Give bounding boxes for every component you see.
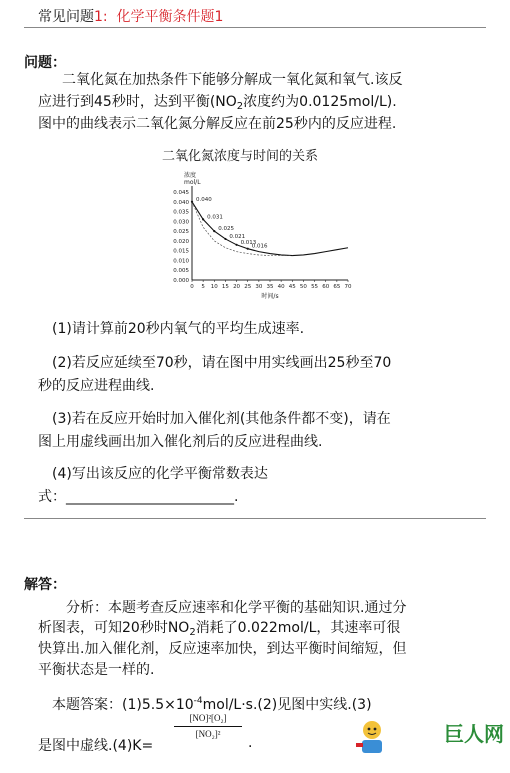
x-tick-label: 5	[201, 284, 205, 290]
y-axis-label: 浓度	[184, 172, 197, 179]
x-tick-label: 50	[299, 284, 307, 290]
x-tick-label: 65	[333, 284, 341, 290]
analysis-line-2-subscript: 2	[189, 627, 196, 638]
subquestion-4-line-1: (4)写出该反应的化学平衡常数表达	[52, 466, 268, 482]
y-tick-label: 0.020	[173, 238, 189, 245]
subquestion-4-prefix: 式：	[38, 489, 66, 505]
question-line-2	[38, 91, 397, 112]
analysis-line-2-rest: 消耗了0.022mol/L，其速率可很	[195, 620, 401, 636]
header-prefix: 常见问题	[38, 9, 94, 25]
data-label: 0.013	[240, 239, 257, 246]
subquestion-1: (1)请计算前20秒内氧气的平均生成速率.	[52, 321, 305, 337]
data-point	[235, 244, 237, 246]
y-tick-label: 0.040	[173, 199, 189, 206]
x-tick-label: 55	[311, 284, 319, 290]
data-point	[247, 248, 249, 250]
data-label: 0.031	[207, 214, 223, 221]
watermark-logo-text: 巨人网	[444, 724, 504, 746]
data-label: 0.021	[229, 233, 246, 240]
x-axis-label: 时间/s	[261, 293, 279, 300]
data-label: 0.040	[196, 196, 212, 203]
x-tick-label: 10	[210, 284, 218, 290]
x-tick-label: 30	[255, 284, 263, 290]
subquestion-2-line-1: (2)若反应延续至70秒，请在图中用实线画出25秒至70	[52, 355, 392, 371]
equilibrium-fraction-denominator: [NO₂]²	[195, 729, 221, 739]
x-tick-label: 25	[244, 284, 252, 290]
x-tick-label: 60	[322, 284, 330, 290]
header-number: 1:	[94, 9, 108, 25]
data-label: 0.016	[251, 243, 268, 250]
data-point	[191, 201, 193, 203]
x-tick-label: 40	[277, 284, 285, 290]
result-line-1-text: 本题答案：(1)5.5×10	[52, 697, 194, 713]
analysis-line-4: 平衡状态是一样的.	[38, 662, 155, 678]
chart-caption: 二氧化氮浓度与时间的关系	[162, 149, 319, 164]
x-tick-label: 70	[344, 284, 352, 290]
question-line-3: 图中的曲线表示二氧化氮分解反应在前25秒内的反应进程.	[38, 116, 397, 132]
subquestion-3-line-1: (3)若在反应开始时加入催化剂(其他条件都不变)，请在	[52, 411, 391, 427]
mascot-logo	[352, 716, 392, 756]
subquestion-2-line-2: 秒的反应进程曲线.	[38, 378, 155, 394]
question-line-2-subscript: 2	[236, 101, 244, 112]
question-line-1: 二氧化氮在加热条件下能够分解成一氧化氮和氧气.该反	[62, 72, 403, 88]
divider-top	[24, 27, 486, 28]
y-tick-label: 0.035	[173, 209, 189, 216]
fraction-bar	[174, 726, 242, 727]
y-tick-label: 0.015	[173, 248, 189, 255]
result-line-2-end: .	[248, 735, 253, 751]
header-title: 化学平衡条件题1	[116, 9, 224, 25]
concentration-chart	[158, 170, 358, 300]
data-point	[213, 230, 215, 232]
question-line-2-text: 应进行到45秒时，达到平衡(NO	[38, 94, 237, 110]
analysis-line-1: 分析：本题考查反应速率和化学平衡的基础知识.通过分	[66, 600, 407, 616]
divider-bottom	[24, 518, 486, 519]
y-tick-label: 0.005	[173, 268, 189, 275]
dashed-curve	[192, 202, 292, 256]
analysis-line-2	[38, 617, 400, 638]
subquestion-3-line-2: 图上用虚线画出加入催化剂后的反应进程曲线.	[38, 434, 323, 450]
result-line-1-rest: mol/L·s.(2)见图中实线.(3)	[202, 697, 372, 713]
x-tick-label: 45	[288, 284, 296, 290]
x-tick-label: 20	[233, 284, 241, 290]
result-line-2: 是图中虚线.(4)K=	[38, 738, 154, 754]
solid-curve	[192, 202, 348, 256]
data-point	[224, 238, 226, 240]
result-line-1-exponent: -4	[193, 696, 203, 706]
answer-blank: ________________________.	[66, 489, 239, 505]
analysis-line-2-text: 析图表，可知20秒时NO	[38, 620, 190, 636]
x-tick-label: 15	[221, 284, 229, 290]
y-tick-label: 0.045	[173, 190, 189, 196]
y-tick-label: 0.025	[173, 229, 189, 236]
y-tick-label: 0.000	[173, 278, 189, 284]
y-tick-label: 0.010	[173, 258, 189, 265]
data-point	[202, 218, 204, 220]
page-header	[38, 6, 223, 26]
subquestion-4-line-2	[38, 486, 238, 506]
y-axis-unit: mol/L	[184, 179, 201, 186]
equilibrium-fraction-numerator: [NO]²[O₂]	[189, 713, 227, 723]
question-line-2-rest: 浓度约为0.0125mol/L).	[243, 94, 397, 110]
data-label: 0.025	[218, 226, 235, 233]
answer-label: 解答：	[24, 577, 66, 593]
y-tick-label: 0.030	[173, 219, 189, 226]
question-label: 问题：	[24, 55, 66, 71]
x-tick-label: 0	[190, 284, 194, 290]
result-line-1	[52, 694, 372, 714]
analysis-line-3: 快算出.加入催化剂，反应速率加快，到达平衡时间缩短，但	[38, 641, 407, 657]
x-tick-label: 35	[266, 284, 274, 290]
